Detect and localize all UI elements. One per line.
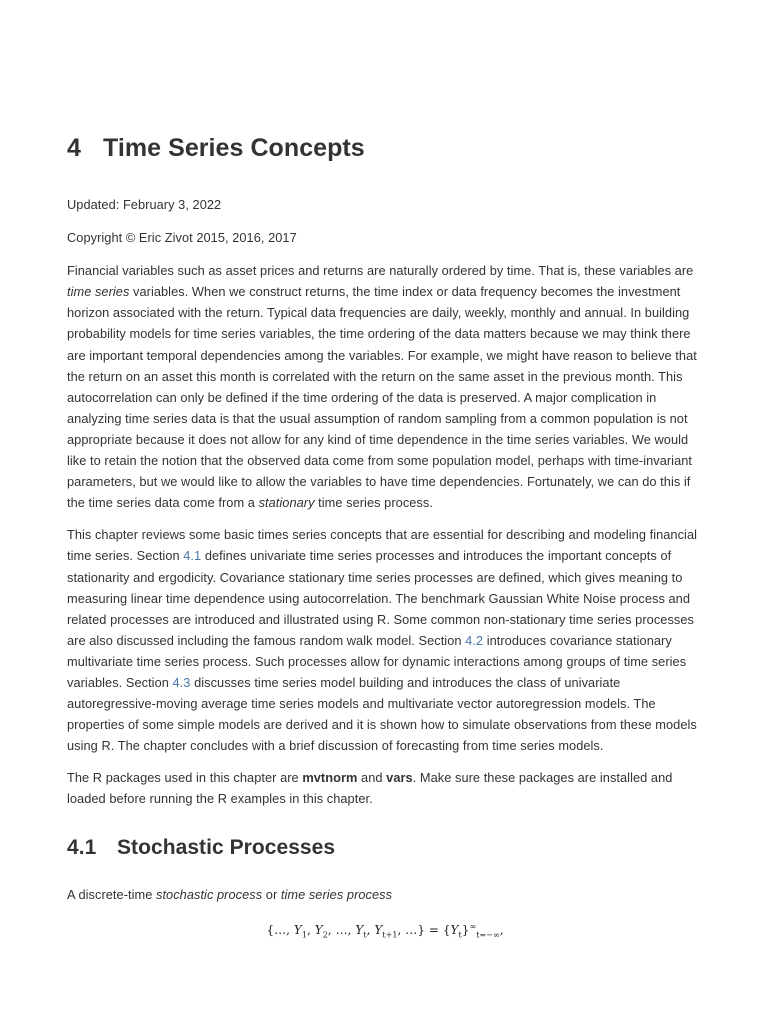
eq-sub: t+1 bbox=[382, 930, 398, 940]
eq-var: Y bbox=[293, 922, 302, 937]
package-vars: vars bbox=[386, 770, 413, 786]
stochastic-process-equation bbox=[67, 916, 703, 945]
eq-part: , bbox=[366, 922, 375, 937]
section-number: 4.1 bbox=[67, 835, 97, 859]
emphasis-stationary: stationary bbox=[258, 495, 315, 511]
section-title: Stochastic Processes bbox=[117, 835, 336, 859]
emphasis-stochastic-process: stochastic process bbox=[156, 886, 263, 902]
section-link-4-1[interactable]: 4.1 bbox=[183, 548, 202, 564]
eq-sub: t bbox=[458, 930, 462, 940]
text-run: Financial variables such as asset prices and returns are naturally ordered by time. That is, these variables are bbox=[67, 263, 694, 279]
section-link-4-2[interactable]: 4.2 bbox=[465, 632, 484, 648]
text-run: or bbox=[262, 886, 281, 902]
intro-paragraph-1 bbox=[67, 260, 703, 513]
eq-part: , bbox=[499, 922, 504, 937]
eq-sub: t bbox=[363, 930, 367, 940]
eq-sup-infinity: ∞ bbox=[469, 921, 477, 931]
section-heading bbox=[67, 832, 703, 864]
text-run: The R packages used in this chapter are bbox=[67, 770, 303, 786]
eq-part: {…, bbox=[266, 922, 294, 937]
eq-var: Y bbox=[374, 922, 383, 937]
eq-part: } bbox=[461, 922, 470, 937]
eq-sub: 1 bbox=[301, 930, 308, 940]
eq-part: , …} = { bbox=[397, 922, 451, 937]
text-run: . Make sure these packages are installed and loaded before running the R examples in this chapter. bbox=[67, 770, 673, 807]
eq-var: Y bbox=[355, 922, 364, 937]
intro-paragraph-3 bbox=[67, 767, 703, 809]
eq-part: , …, bbox=[327, 922, 356, 937]
updated-date: Updated: February 3, 2022 bbox=[67, 197, 222, 212]
eq-var: Y bbox=[314, 922, 323, 937]
chapter-number: 4 bbox=[67, 134, 81, 162]
eq-sub-range: t=−∞ bbox=[476, 930, 500, 940]
section-link-4-3[interactable]: 4.3 bbox=[172, 674, 191, 690]
text-run: discusses time series model building and introduces the class of univariate autoregressive-moving average time series models and multivariate vector autoregression models. The properties of some simple models are derived and it is shown how to simulate observations from these models using R. The chapter concludes with a brief discussion of forecasting from time series models. bbox=[67, 674, 697, 754]
emphasis-time-series-process: time series process bbox=[280, 886, 393, 902]
text-run: This chapter reviews some basic times series concepts that are essential for describing and modeling financial time series. Section bbox=[67, 527, 698, 564]
chapter-title-text: Time Series Concepts bbox=[103, 134, 365, 162]
text-run: defines univariate time series processes and introduces the important concepts of stationarity and ergodicity. Covariance stationary time series processes are defined, which gives meaning to measuring linear time dependence using autocorrelation. The benchmark Gaussian White Noise process and related processes are introduced and illustrated using R. Some common non-stationary time series processes are also discussed including the famous random walk model. Section bbox=[67, 548, 694, 648]
text-run: variables. When we construct returns, the time index or data frequency becomes the investment horizon associated with the return. Typical data frequencies are daily, weekly, monthly and annual. In building probability models for time series variables, the time ordering of the data matters because we may think there are important temporal dependencies among the variables. For example, we might have reason to believe that the return on an asset this month is correlated with the return on the same asset in the previous month. This autocorrelation can only be defined if the time ordering of the data is preserved. A major complication in analyzing time series data is that the usual assumption of random sampling from a common population is not appropriate because it does not allow for any kind of time dependence in the time series variables. We would like to retain the notion that the observed data come from some population model, perhaps with time-invariant parameters, but we would like to allow the variables to have time dependencies. Fortunately, we can do this if the time series data come from a bbox=[67, 284, 697, 511]
copyright-notice: Copyright © Eric Zivot 2015, 2016, 2017 bbox=[67, 230, 297, 246]
eq-var: Y bbox=[450, 922, 459, 937]
text-run: introduces covariance stationary multivariate time series process. Such processes allow for dynamic interactions among groups of time series variables. Section bbox=[67, 632, 687, 690]
text-run: and bbox=[357, 770, 387, 786]
eq-part: , bbox=[307, 922, 315, 937]
text-run: time series process. bbox=[314, 495, 433, 511]
emphasis-time-series: time series bbox=[67, 284, 130, 300]
eq-sub: 2 bbox=[322, 930, 328, 940]
chapter-content bbox=[67, 128, 703, 945]
chapter-title bbox=[67, 128, 703, 168]
package-mvtnorm: mvtnorm bbox=[302, 770, 358, 786]
section-paragraph-1 bbox=[67, 884, 703, 905]
intro-paragraph-2 bbox=[67, 524, 703, 756]
text-run: A discrete-time bbox=[67, 886, 156, 902]
